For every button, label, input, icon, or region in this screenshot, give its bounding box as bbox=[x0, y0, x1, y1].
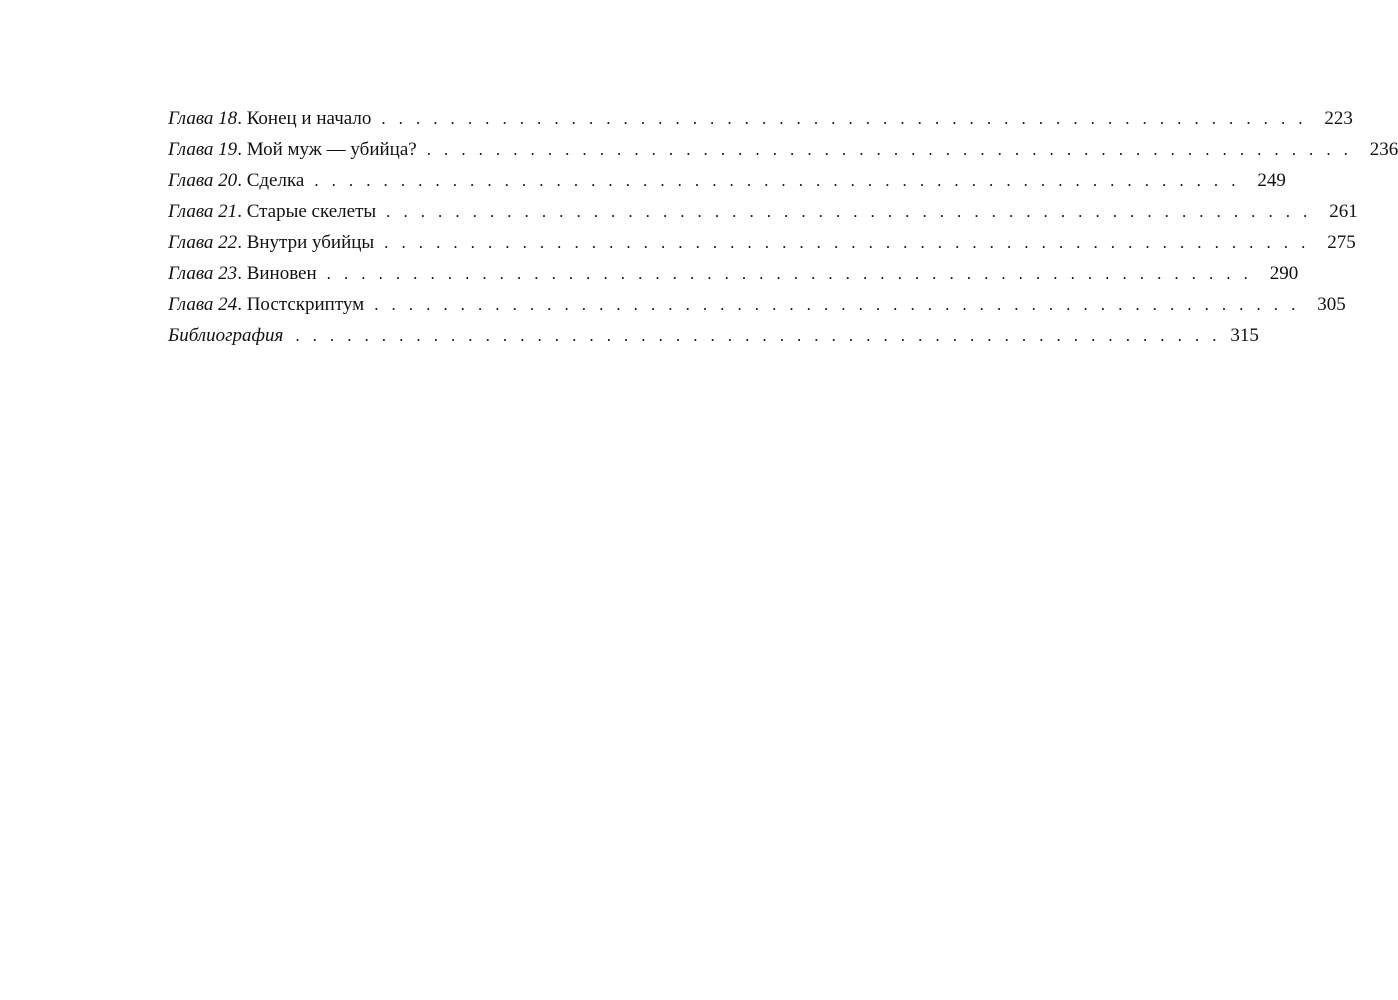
dot-leader: . . . . . . . . . . . . . . . . . . . . . . . . . . . . . . . . . . . . . . . . . . . . . . . . . . . . . . bbox=[384, 233, 1310, 252]
chapter-title: Постскриптум bbox=[246, 294, 365, 315]
chapter-title: Сделка bbox=[246, 170, 305, 191]
chapter-title: Конец и начало bbox=[246, 108, 372, 129]
page-number: 249 bbox=[1257, 170, 1286, 191]
page-number: 305 bbox=[1317, 294, 1346, 315]
page-number: 275 bbox=[1327, 232, 1356, 253]
toc-entry-chapter-23[interactable] bbox=[168, 258, 1299, 289]
page-number: 315 bbox=[1230, 325, 1259, 346]
chapter-number: Глава 22 bbox=[168, 232, 238, 253]
chapter-number: Глава 20 bbox=[168, 170, 238, 191]
toc-entry-label: Глава 24. Постскриптум bbox=[168, 294, 365, 315]
chapter-number: Глава 18 bbox=[168, 108, 238, 129]
toc-entry-label: Глава 21. Старые скелеты bbox=[168, 201, 377, 222]
dot-leader: . . . . . . . . . . . . . . . . . . . . . . . . . . . . . . . . . . . . . . . . . . . . . . . . . . . . . . bbox=[374, 295, 1300, 314]
toc-entry-chapter-22[interactable] bbox=[168, 227, 1356, 258]
toc-entry-label: Глава 18. Конец и начало bbox=[168, 108, 372, 129]
toc-entry-chapter-24[interactable] bbox=[168, 289, 1346, 320]
page-number: 290 bbox=[1269, 263, 1299, 284]
dot-leader: . . . . . . . . . . . . . . . . . . . . . . . . . . . . . . . . . . . . . . . . . . . . . . . . . . . . . . bbox=[381, 109, 1307, 128]
chapter-number: Глава 24 bbox=[168, 294, 238, 315]
chapter-number: Глава 23 bbox=[168, 263, 238, 284]
page-number: 223 bbox=[1324, 108, 1353, 129]
page-number: 236 bbox=[1369, 139, 1398, 160]
toc-entry-chapter-18[interactable] bbox=[168, 103, 1353, 134]
dot-leader: . . . . . . . . . . . . . . . . . . . . . . . . . . . . . . . . . . . . . . . . . . . . . . . . . . . . . . bbox=[295, 326, 1221, 345]
dot-leader: . . . . . . . . . . . . . . . . . . . . . . . . . . . . . . . . . . . . . . . . . . . . . . . . . . . . . . bbox=[326, 264, 1253, 283]
chapter-number: Глава 19 bbox=[168, 139, 238, 160]
toc-entry-label: Глава 19. Мой муж — убийца? bbox=[168, 139, 417, 160]
bibliography-title: Библиография bbox=[168, 325, 284, 346]
chapter-title: Старые скелеты bbox=[246, 201, 377, 222]
chapter-title: Виновен bbox=[246, 263, 317, 284]
chapter-title: Мой муж — убийца? bbox=[246, 139, 417, 160]
toc-entry-chapter-20[interactable] bbox=[168, 165, 1286, 196]
table-of-contents bbox=[168, 103, 1398, 351]
toc-entry-label: Глава 20. Сделка bbox=[168, 170, 305, 191]
toc-entry-chapter-19[interactable] bbox=[168, 134, 1398, 165]
chapter-number: Глава 21 bbox=[168, 201, 238, 222]
dot-leader: . . . . . . . . . . . . . . . . . . . . . . . . . . . . . . . . . . . . . . . . . . . . . . . . . . . . . . bbox=[426, 140, 1353, 159]
toc-entry-chapter-21[interactable] bbox=[168, 196, 1358, 227]
page-number: 261 bbox=[1329, 201, 1358, 222]
toc-entry-bibliography[interactable] bbox=[168, 320, 1259, 351]
toc-entry-label: Глава 23. Виновен bbox=[168, 263, 317, 284]
dot-leader: . . . . . . . . . . . . . . . . . . . . . . . . . . . . . . . . . . . . . . . . . . . . . . . . . . . . . . bbox=[386, 202, 1312, 221]
chapter-title: Внутри убийцы bbox=[246, 232, 375, 253]
toc-entry-label: Глава 22. Внутри убийцы bbox=[168, 232, 375, 253]
dot-leader: . . . . . . . . . . . . . . . . . . . . . . . . . . . . . . . . . . . . . . . . . . . . . . . . . . . . . . bbox=[314, 171, 1240, 190]
